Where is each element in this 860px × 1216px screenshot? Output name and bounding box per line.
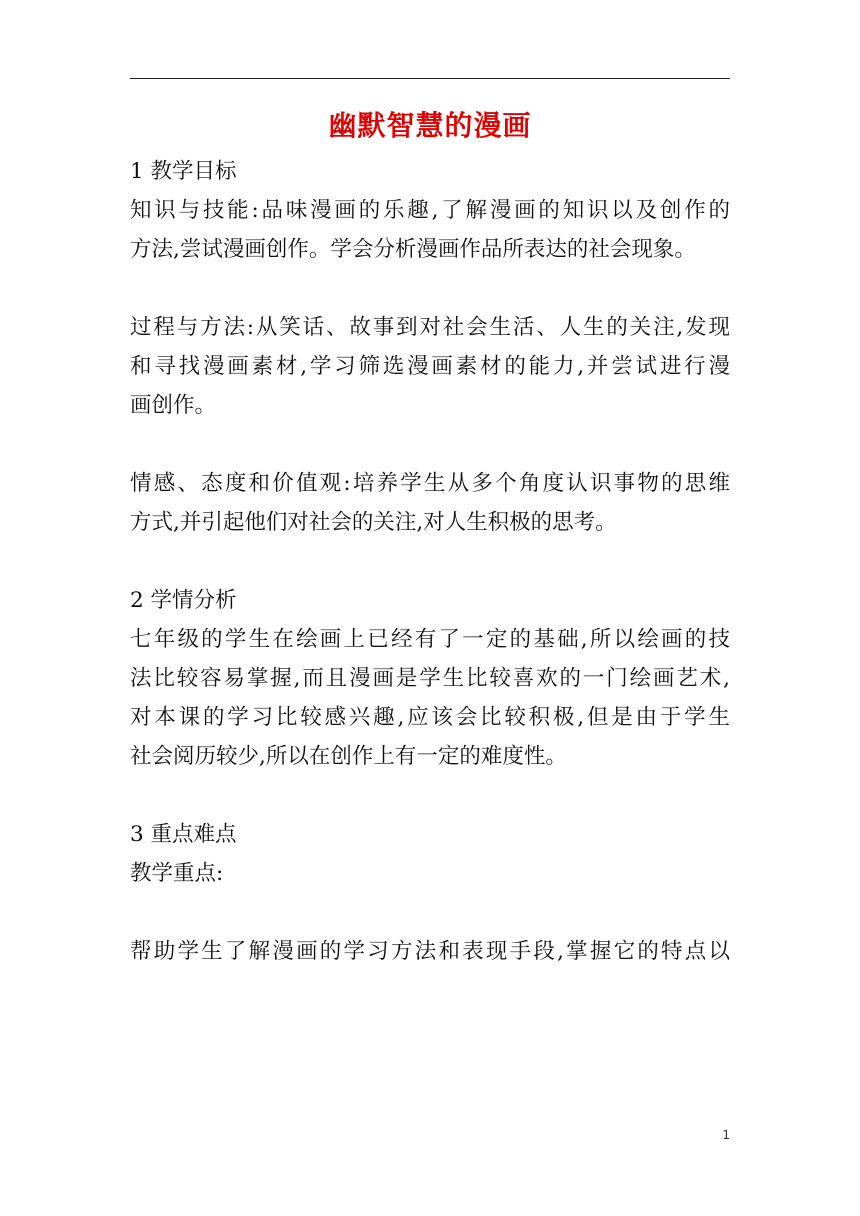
document-title: 幽默智慧的漫画 [328, 109, 532, 142]
page-number: 1 [722, 1128, 730, 1142]
paragraph-line: 方法,尝试漫画创作。学会分析漫画作品所表达的社会现象。 [130, 237, 696, 262]
paragraph-spacer [130, 542, 730, 581]
paragraph-line: 帮助学生了解漫画的学习方法和表现手段,掌握它的特点以 [130, 939, 730, 964]
paragraph-line: 画创作。 [130, 393, 217, 418]
section-heading-teaching-goals: 1 教学目标 [130, 159, 237, 184]
paragraph-spacer [130, 269, 730, 308]
paragraph-line: 对本课的学习比较感兴趣,应该会比较积极,但是由于学生 [130, 705, 730, 730]
paragraph-line: 法比较容易掌握,而且漫画是学生比较喜欢的一门绘画艺术, [130, 666, 730, 691]
paragraph-line: 过程与方法:从笑话、故事到对社会生活、人生的关注,发现 [130, 315, 730, 340]
header-rule [130, 78, 730, 79]
paragraph-line: 和寻找漫画素材,学习筛选漫画素材的能力,并尝试进行漫 [130, 354, 730, 379]
paragraph-line: 知识与技能:品味漫画的乐趣,了解漫画的知识以及创作的 [130, 198, 730, 223]
section-heading-key-points: 3 重点难点 [130, 822, 237, 847]
paragraph-line: 情感、态度和价值观:培养学生从多个角度认识事物的思维 [130, 471, 730, 496]
paragraph-line: 社会阅历较少,所以在创作上有一定的难度性。 [130, 744, 567, 769]
paragraph-spacer [130, 425, 730, 464]
subheading-teaching-focus: 教学重点: [130, 861, 224, 886]
paragraph-line: 方式,并引起他们对社会的关注,对人生积极的思考。 [130, 510, 617, 535]
document-body [130, 152, 730, 971]
paragraph-spacer [130, 893, 730, 932]
paragraph-line: 七年级的学生在绘画上已经有了一定的基础,所以绘画的技 [130, 627, 730, 652]
paragraph-spacer [130, 776, 730, 815]
section-heading-learning-analysis: 2 学情分析 [130, 588, 237, 613]
